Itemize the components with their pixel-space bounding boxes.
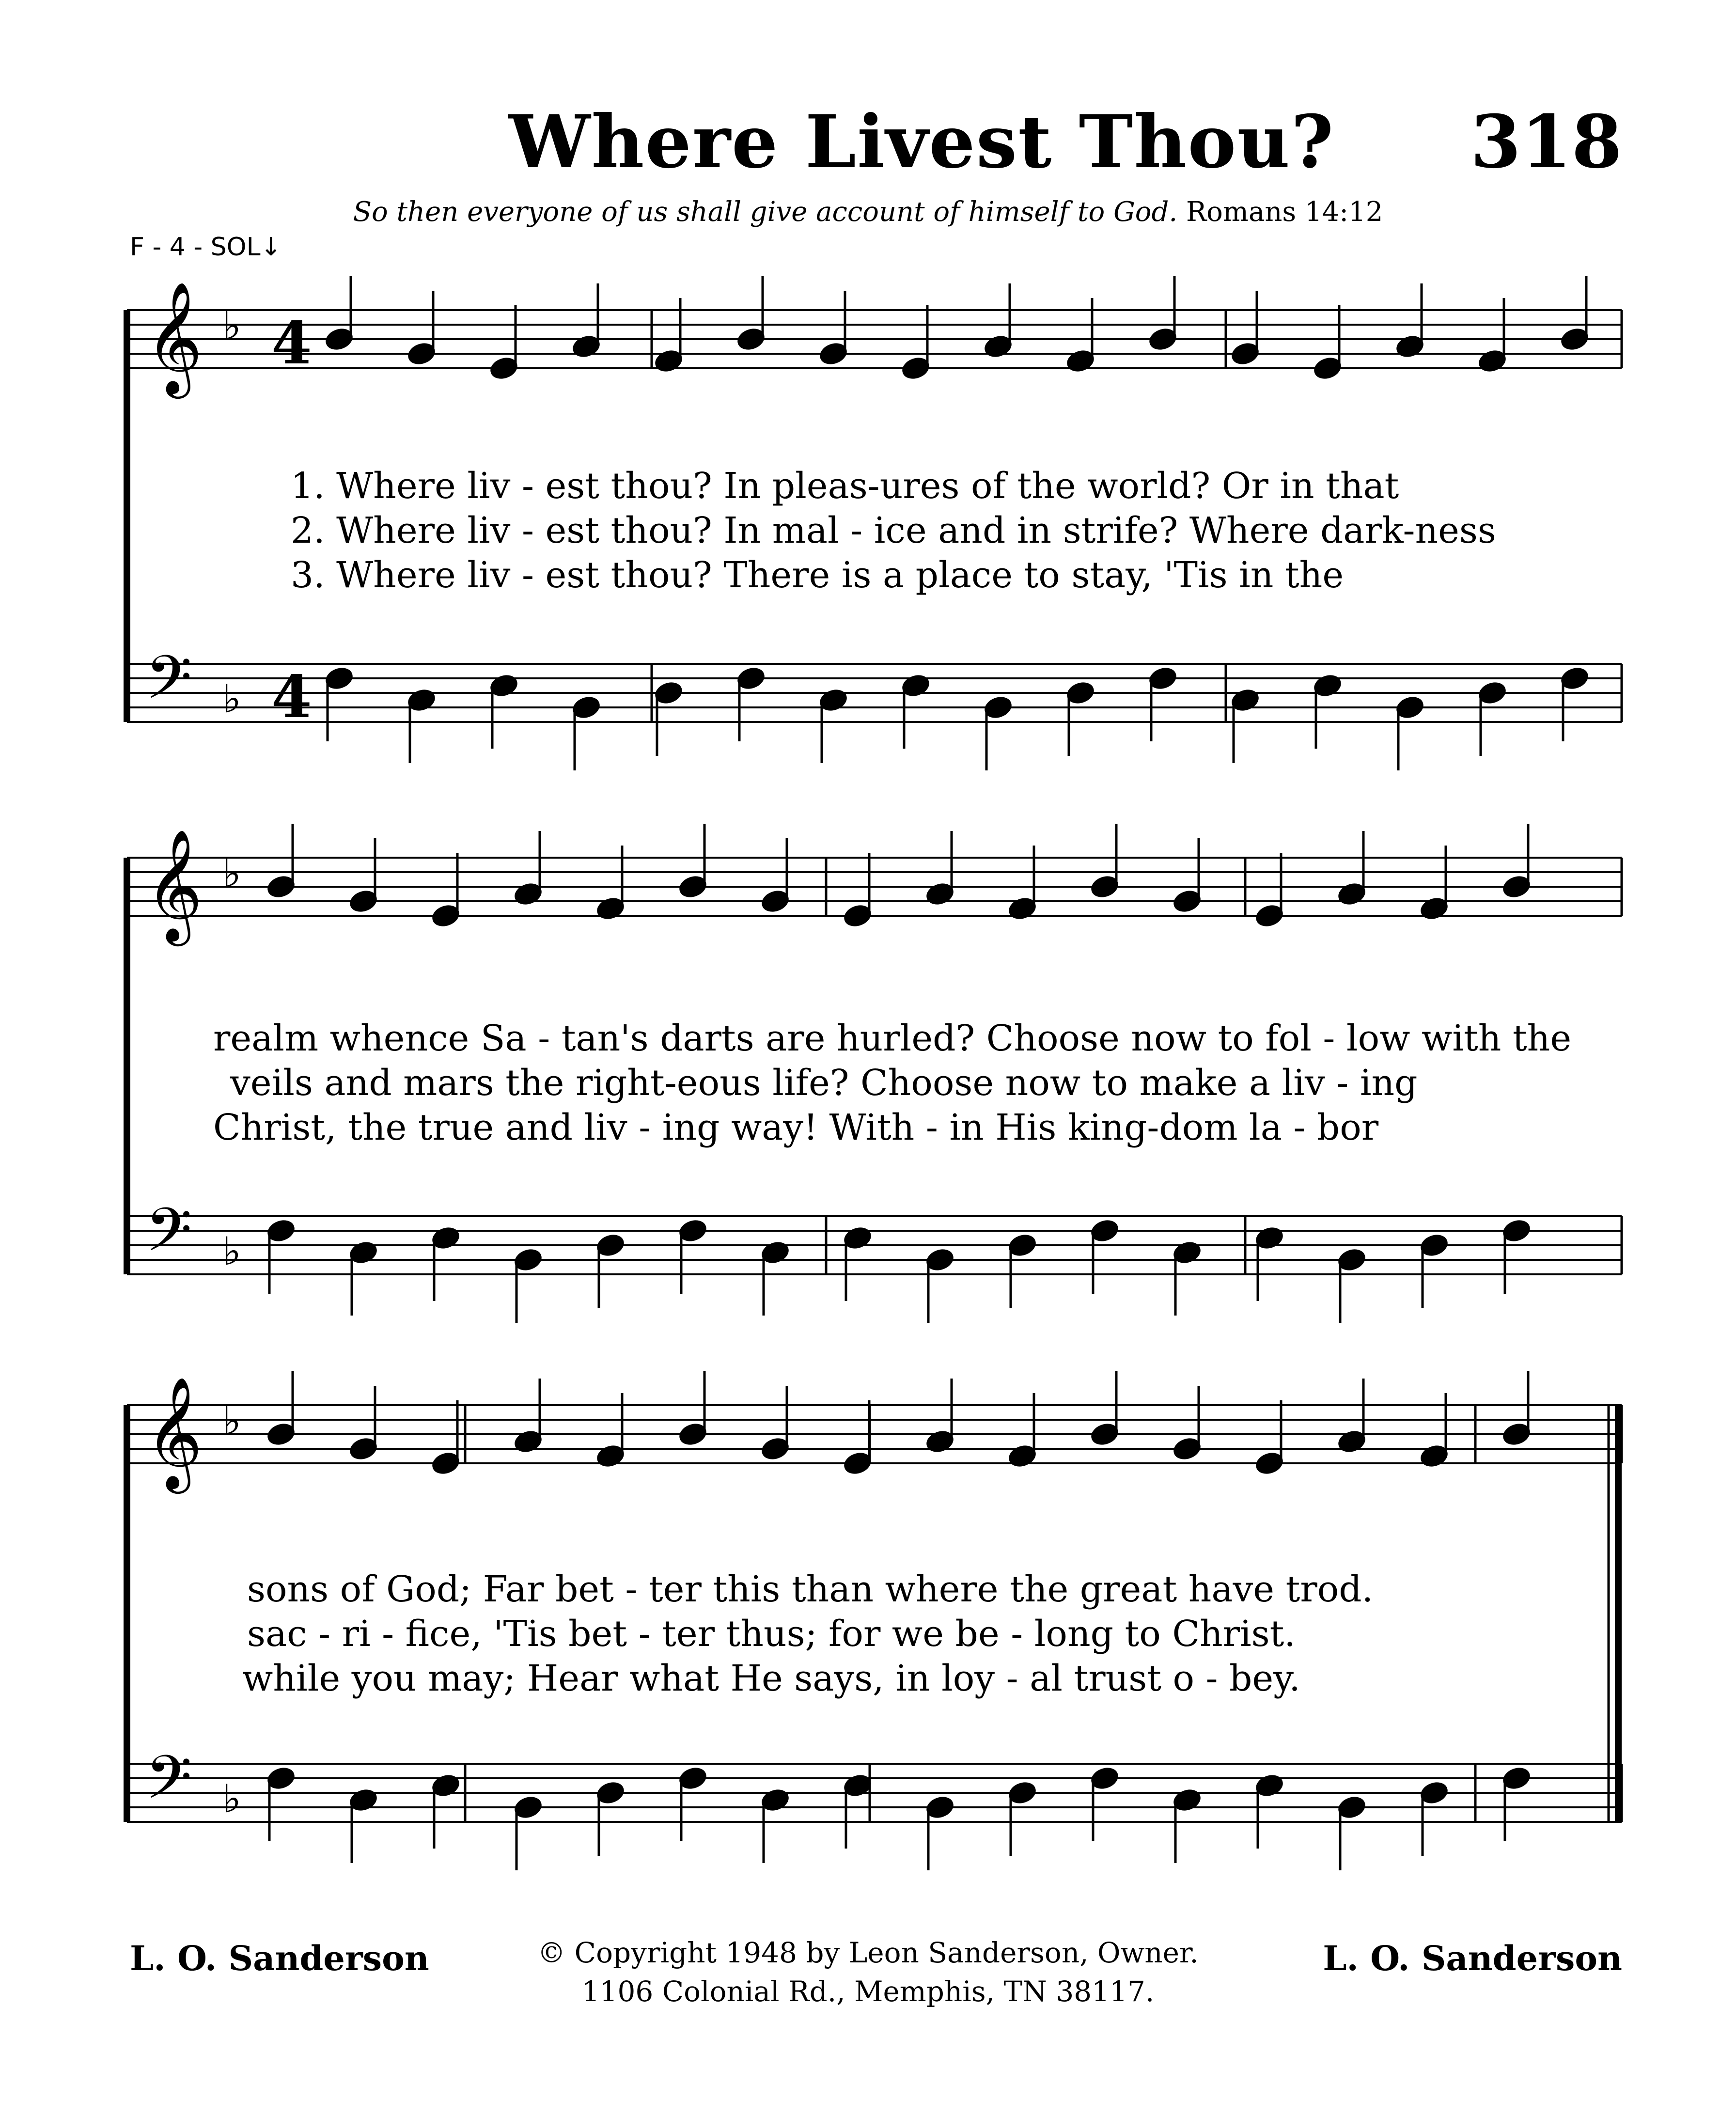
treble-notehead	[1065, 348, 1095, 374]
treble-notehead	[1007, 1443, 1037, 1469]
bass-notehead	[1395, 695, 1424, 720]
treble-notehead	[736, 327, 766, 352]
treble-notehead	[678, 1422, 707, 1447]
bass-notehead	[925, 1247, 954, 1272]
lyric-line: veils and mars the right-eous life? Choose now to make a liv - ing	[230, 1062, 1418, 1104]
treble-notehead	[266, 1422, 296, 1447]
lyric-line: sac - ri - fice, 'Tis bet - ter thus; for we be - long to Christ.	[247, 1613, 1296, 1655]
bass-notehead	[1007, 1780, 1037, 1805]
bass-notehead	[1254, 1225, 1284, 1251]
time-signature: 4	[271, 663, 312, 731]
bass-notehead	[678, 1766, 707, 1791]
flat-icon: ♭	[223, 1398, 241, 1443]
treble-notehead	[1172, 889, 1202, 914]
bass-clef-icon: 𝄢	[145, 1195, 192, 1280]
bass-notehead	[760, 1787, 790, 1813]
treble-notehead	[1477, 348, 1507, 374]
bass-notehead	[571, 695, 601, 720]
copyright-notice	[0, 1933, 1736, 2011]
treble-notehead	[1337, 881, 1366, 907]
treble-notehead	[595, 896, 625, 921]
bass-notehead	[1501, 1766, 1531, 1791]
lyric-line: sons of God; Far bet - ter this than where the great have trod.	[247, 1568, 1374, 1610]
bass-notehead	[1090, 1218, 1119, 1243]
treble-notehead	[1501, 874, 1531, 899]
bass-notehead	[431, 1225, 460, 1251]
treble-clef-icon: 𝄞	[145, 281, 203, 394]
bass-clef-icon: 𝄢	[145, 643, 192, 727]
bass-notehead	[348, 1787, 378, 1813]
bass-notehead	[736, 666, 766, 691]
treble-notehead	[818, 341, 848, 366]
treble-notehead	[1090, 1422, 1119, 1447]
treble-notehead	[324, 327, 354, 352]
lyric-line: 1. Where liv - est thou? In pleas-ures of the world? Or in that	[291, 465, 1399, 507]
bass-notehead	[513, 1795, 543, 1820]
bass-notehead	[348, 1240, 378, 1265]
bass-notehead	[1254, 1773, 1284, 1798]
music-credit: L. O. Sanderson	[1323, 1938, 1622, 1978]
bass-notehead	[1230, 688, 1260, 713]
bass-notehead	[843, 1225, 872, 1251]
bass-notehead	[489, 673, 518, 698]
bass-notehead	[1090, 1766, 1119, 1791]
treble-notehead	[571, 334, 601, 359]
treble-notehead	[1090, 874, 1119, 899]
lyric-line: while you may; Hear what He says, in loy - al trust o - bey.	[242, 1658, 1300, 1699]
treble-notehead	[654, 348, 683, 374]
bass-notehead	[595, 1780, 625, 1805]
bass-notehead	[901, 673, 930, 698]
bass-notehead	[760, 1240, 790, 1265]
treble-notehead	[513, 1429, 543, 1454]
address-line: 1106 Colonial Rd., Memphis, TN 38117.	[581, 1975, 1155, 2008]
lyric-line: 2. Where liv - est thou? In mal - ice and in strife? Where dark-ness	[291, 510, 1496, 551]
treble-notehead	[266, 874, 296, 899]
bass-notehead	[266, 1766, 296, 1791]
bass-notehead	[513, 1247, 543, 1272]
treble-notehead	[431, 1451, 460, 1476]
treble-notehead	[1007, 896, 1037, 921]
treble-notehead	[1337, 1429, 1366, 1454]
treble-notehead	[595, 1443, 625, 1469]
treble-notehead	[925, 1429, 954, 1454]
hymn-title: Where Livest Thou?	[509, 99, 1335, 185]
bass-notehead	[1419, 1780, 1449, 1805]
treble-clef-icon: 𝄞	[145, 1376, 203, 1489]
treble-notehead	[1419, 896, 1449, 921]
flat-icon: ♭	[223, 1229, 241, 1274]
bass-notehead	[1172, 1787, 1202, 1813]
treble-notehead	[1254, 1451, 1284, 1476]
bass-notehead	[654, 680, 683, 705]
flat-icon: ♭	[223, 676, 241, 721]
treble-notehead	[1313, 356, 1342, 381]
lyric-line: 3. Where liv - est thou? There is a place to stay, 'Tis in the	[291, 554, 1344, 596]
flat-icon: ♭	[223, 303, 241, 348]
treble-clef-icon: 𝄞	[145, 829, 203, 941]
treble-notehead	[760, 1436, 790, 1461]
bass-notehead	[324, 666, 354, 691]
treble-notehead	[1419, 1443, 1449, 1469]
bass-notehead	[1313, 673, 1342, 698]
treble-notehead	[407, 341, 436, 366]
treble-notehead	[431, 903, 460, 928]
flat-icon: ♭	[223, 851, 241, 896]
treble-notehead	[843, 903, 872, 928]
treble-notehead	[513, 881, 543, 907]
treble-notehead	[348, 889, 378, 914]
treble-notehead	[901, 356, 930, 381]
lyric-line: Christ, the true and liv - ing way! With - in His king-dom la - bor	[213, 1107, 1379, 1148]
bass-notehead	[678, 1218, 707, 1243]
bass-notehead	[843, 1773, 872, 1798]
bass-notehead	[1172, 1240, 1202, 1265]
treble-notehead	[1560, 327, 1589, 352]
treble-notehead	[1395, 334, 1424, 359]
bass-notehead	[1337, 1795, 1366, 1820]
bass-notehead	[1148, 666, 1177, 691]
bass-notehead	[925, 1795, 954, 1820]
bass-notehead	[1477, 680, 1507, 705]
key-indicator: F - 4 - SOL↓	[130, 233, 282, 262]
copyright-line: © Copyright 1948 by Leon Sanderson, Owner.	[537, 1936, 1199, 1969]
bass-notehead	[407, 688, 436, 713]
bass-notehead	[1065, 680, 1095, 705]
bass-notehead	[818, 688, 848, 713]
treble-notehead	[1254, 903, 1284, 928]
bass-notehead	[266, 1218, 296, 1243]
treble-notehead	[1172, 1436, 1202, 1461]
words-credit: L. O. Sanderson	[130, 1938, 429, 1978]
treble-notehead	[1501, 1422, 1531, 1447]
treble-notehead	[1230, 341, 1260, 366]
treble-notehead	[1148, 327, 1177, 352]
bass-notehead	[1007, 1233, 1037, 1258]
bass-notehead	[1501, 1218, 1531, 1243]
time-signature: 4	[271, 309, 312, 377]
bass-notehead	[1560, 666, 1589, 691]
flat-icon: ♭	[223, 1776, 241, 1821]
scripture-reference: Romans 14:12	[1186, 196, 1383, 228]
treble-notehead	[760, 889, 790, 914]
treble-notehead	[983, 334, 1013, 359]
treble-notehead	[348, 1436, 378, 1461]
bass-notehead	[1419, 1233, 1449, 1258]
hymn-number: 318	[1470, 99, 1622, 185]
lyric-line: realm whence Sa - tan's darts are hurled? Choose now to fol - low with the	[213, 1018, 1572, 1059]
bass-notehead	[983, 695, 1013, 720]
treble-notehead	[489, 356, 518, 381]
treble-notehead	[678, 874, 707, 899]
bass-notehead	[595, 1233, 625, 1258]
scripture-text: So then everyone of us shall give account of himself to God.	[353, 196, 1178, 228]
bass-notehead	[1337, 1247, 1366, 1272]
treble-notehead	[925, 881, 954, 907]
treble-notehead	[843, 1451, 872, 1476]
bass-notehead	[431, 1773, 460, 1798]
bass-clef-icon: 𝄢	[145, 1743, 192, 1827]
